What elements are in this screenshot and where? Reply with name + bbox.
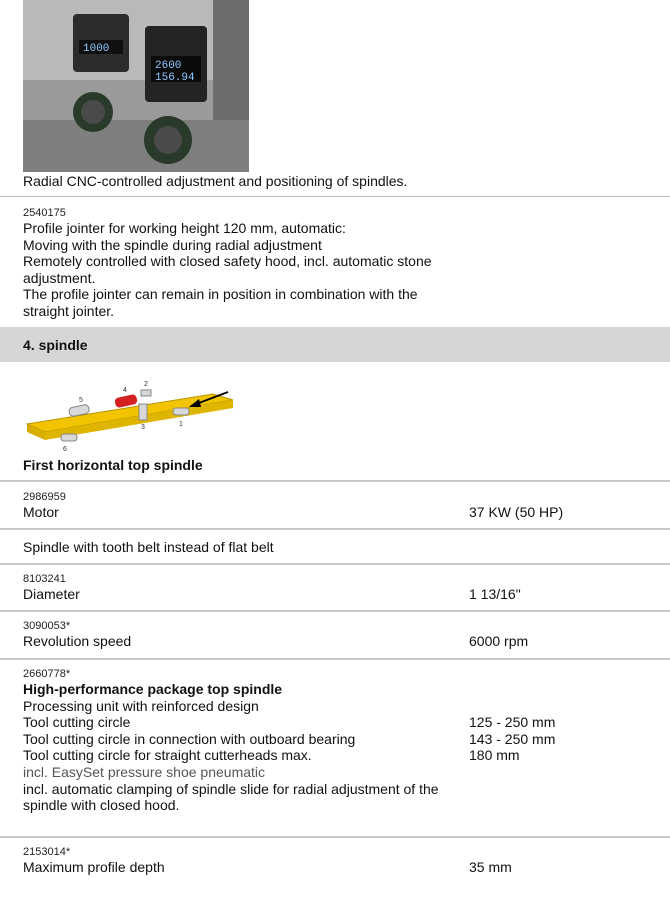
item-code: 2540175 bbox=[23, 207, 66, 219]
speed-label: Revolution speed bbox=[23, 633, 132, 649]
description-line: The profile jointer can remain in position in combination with the bbox=[23, 286, 418, 303]
section-title: 4. spindle bbox=[23, 337, 88, 353]
package-item-value: 180 mm bbox=[469, 747, 520, 763]
diagram-label: 6 bbox=[63, 446, 67, 453]
package-item-value: 143 - 250 mm bbox=[469, 731, 556, 747]
profile-depth-label: Maximum profile depth bbox=[23, 859, 165, 875]
profile-depth-value: 35 mm bbox=[469, 859, 512, 875]
item-code: 2660778* bbox=[23, 668, 71, 680]
package-item-label: Tool cutting circle for straight cutterheads max. bbox=[23, 747, 312, 763]
diameter-value: 1 13/16" bbox=[469, 586, 521, 602]
profile-jointer-description bbox=[23, 220, 463, 320]
diameter-label: Diameter bbox=[23, 586, 80, 602]
item-code: 8103241 bbox=[23, 573, 66, 585]
divider bbox=[0, 658, 670, 660]
motor-label: Motor bbox=[23, 504, 59, 520]
spindle-diagram bbox=[23, 372, 335, 454]
diagram-label: 4 bbox=[123, 387, 127, 394]
right-display-value-2: 156.94 bbox=[155, 72, 195, 84]
description-line: Moving with the spindle during radial adjustment bbox=[23, 236, 322, 253]
divider bbox=[0, 528, 670, 530]
motor-value: 37 KW (50 HP) bbox=[469, 504, 564, 520]
diagram-label: 3 bbox=[141, 424, 145, 431]
divider bbox=[0, 480, 670, 482]
item-code: 3090053* bbox=[23, 620, 71, 632]
diagram-label: 5 bbox=[79, 397, 83, 404]
diagram-label: 2 bbox=[144, 381, 148, 388]
diagram-label: 1 bbox=[179, 421, 183, 428]
item-code: 2153014* bbox=[23, 846, 71, 858]
description-line: Remotely controlled with closed safety hood, incl. automatic stone bbox=[23, 253, 432, 270]
package-extra: spindle with closed hood. bbox=[23, 797, 180, 813]
left-display-value: 1000 bbox=[83, 43, 110, 55]
first-spindle-title: First horizontal top spindle bbox=[23, 457, 203, 473]
right-display-value-1: 2600 bbox=[155, 60, 182, 72]
photo-caption: Radial CNC-controlled adjustment and positioning of spindles. bbox=[23, 173, 408, 189]
description-line: Profile jointer for working height 120 mm, automatic: bbox=[23, 220, 346, 236]
package-title: High-performance package top spindle bbox=[23, 681, 283, 697]
control-panel-photo bbox=[23, 0, 249, 172]
package-item-value: 125 - 250 mm bbox=[469, 714, 556, 730]
package-extra: incl. EasySet pressure shoe pneumatic bbox=[23, 764, 266, 780]
package-extra: incl. automatic clamping of spindle slide for radial adjustment of the bbox=[23, 781, 439, 797]
divider bbox=[0, 196, 670, 197]
description-line: straight jointer. bbox=[23, 302, 115, 319]
section-header bbox=[0, 327, 670, 362]
item-code: 2986959 bbox=[23, 491, 66, 503]
speed-value: 6000 rpm bbox=[469, 633, 529, 649]
description-line: adjustment. bbox=[23, 269, 96, 286]
divider bbox=[0, 836, 670, 838]
package-item-label: Tool cutting circle in connection with outboard bearing bbox=[23, 731, 356, 747]
belt-label: Spindle with tooth belt instead of flat belt bbox=[23, 539, 274, 555]
divider bbox=[0, 610, 670, 612]
divider bbox=[0, 563, 670, 565]
package-line: Processing unit with reinforced design bbox=[23, 698, 259, 714]
package-item-label: Tool cutting circle bbox=[23, 714, 131, 730]
